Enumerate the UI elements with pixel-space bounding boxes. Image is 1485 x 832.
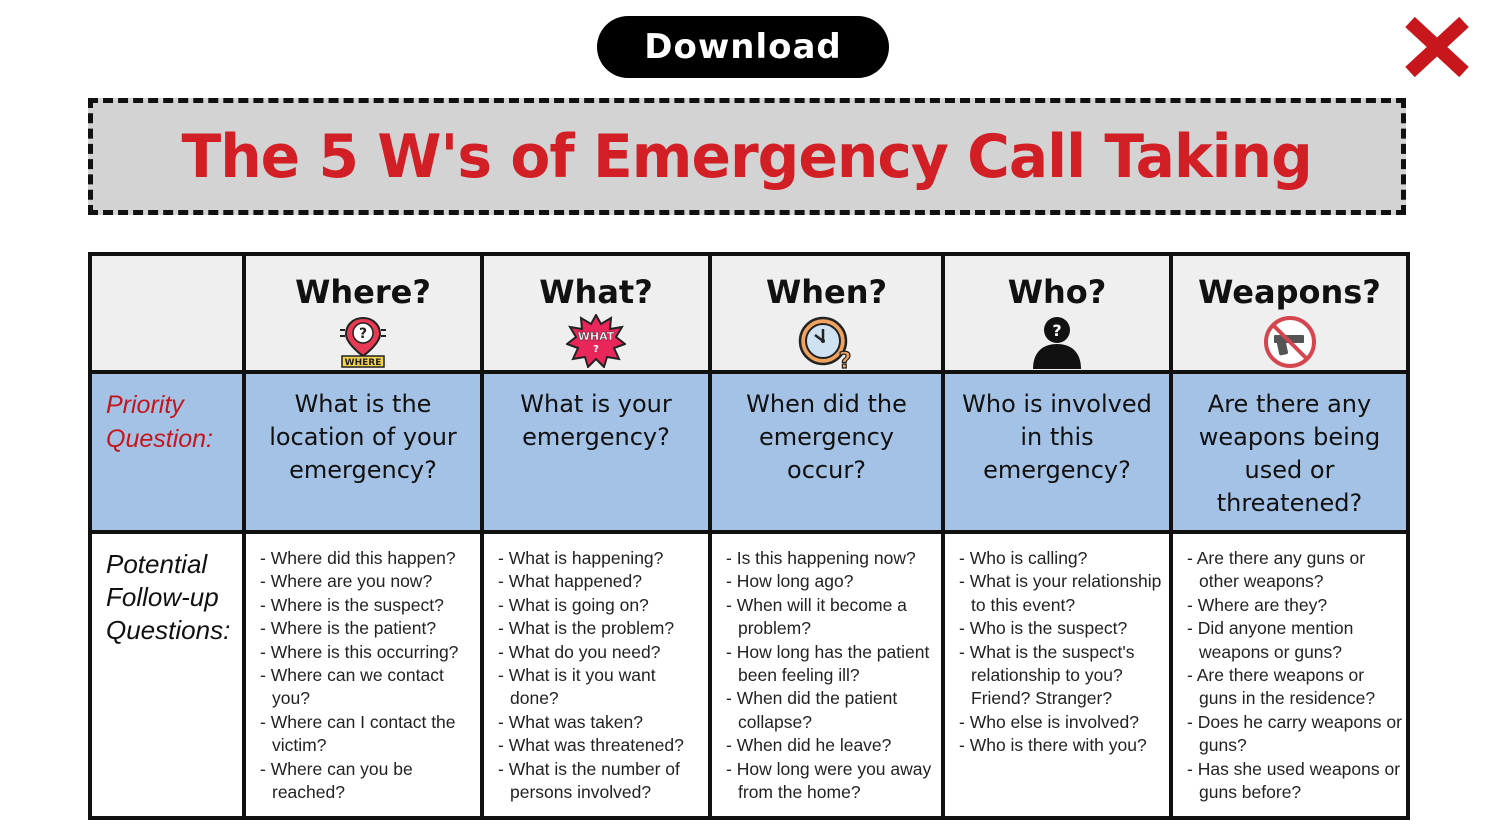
header-row xyxy=(90,254,1408,372)
followup-question: - What is happening? xyxy=(498,547,704,570)
priority-cell-when xyxy=(710,372,943,532)
svg-text:?: ? xyxy=(1052,321,1062,340)
followup-question: - When did the patient collapse? xyxy=(726,687,937,734)
followup-question: - How long has the patient been feeling ill? xyxy=(726,641,937,688)
clock-question-icon xyxy=(797,314,857,370)
priority-row-label: Priority Question: xyxy=(106,391,214,453)
followup-question: - Who is the suspect? xyxy=(959,617,1165,640)
followup-question: - Who else is involved? xyxy=(959,711,1165,734)
column-title: Where? xyxy=(295,273,431,311)
followup-cell-what xyxy=(482,532,710,818)
followup-question: - Who is calling? xyxy=(959,547,1165,570)
followup-list xyxy=(484,534,708,804)
column-header-who xyxy=(943,254,1171,372)
followup-list xyxy=(712,534,941,804)
followup-question: - Where are you now? xyxy=(260,570,476,593)
column-title: Weapons? xyxy=(1198,273,1381,311)
followup-question: - What was threatened? xyxy=(498,734,704,757)
svg-text:WHAT: WHAT xyxy=(577,330,615,343)
priority-row xyxy=(90,372,1408,532)
svg-text:?: ? xyxy=(838,349,851,370)
no-gun-icon xyxy=(1262,314,1318,370)
followup-question: - When will it become a problem? xyxy=(726,594,937,641)
svg-text:WHERE: WHERE xyxy=(344,358,382,368)
priority-question: What is your emergency? xyxy=(520,390,672,451)
followup-question: - Are there weapons or guns in the residence? xyxy=(1187,664,1402,711)
followup-question: - Where can you be reached? xyxy=(260,758,476,805)
followup-question: - What is it you want done? xyxy=(498,664,704,711)
followup-label-cell xyxy=(90,532,244,818)
person-question-icon xyxy=(1029,314,1085,370)
location-pin-question-icon xyxy=(338,314,388,368)
followup-question: - Has she used weapons or guns before? xyxy=(1187,758,1402,805)
followup-cell-who xyxy=(943,532,1171,818)
followup-row xyxy=(90,532,1408,818)
priority-question: Are there any weapons being used or threatened? xyxy=(1198,390,1381,517)
followup-question: - What happened? xyxy=(498,570,704,593)
followup-question: - Where are they? xyxy=(1187,594,1402,617)
followup-list xyxy=(246,534,480,804)
what-burst-icon xyxy=(566,314,626,368)
followup-question: - Where did this happen? xyxy=(260,547,476,570)
column-header-what xyxy=(482,254,710,372)
svg-text:?: ? xyxy=(358,326,368,342)
followup-cell-weapons xyxy=(1171,532,1408,818)
column-header-when xyxy=(710,254,943,372)
priority-cell-who xyxy=(943,372,1171,532)
followup-question: - Are there any guns or other weapons? xyxy=(1187,547,1402,594)
followup-question: - Is this happening now? xyxy=(726,547,937,570)
followup-question: - What is going on? xyxy=(498,594,704,617)
close-button[interactable] xyxy=(1404,16,1470,78)
followup-question: - What is your relationship to this event? xyxy=(959,570,1165,617)
followup-row-label: Potential Follow-up Questions: xyxy=(106,549,231,645)
followup-question: - Where can I contact the victim? xyxy=(260,711,476,758)
followup-question: - How long ago? xyxy=(726,570,937,593)
column-title: When? xyxy=(765,273,888,311)
followup-list xyxy=(1173,534,1406,804)
followup-question: - Where is this occurring? xyxy=(260,641,476,664)
priority-question: What is the location of your emergency? xyxy=(269,390,457,484)
download-button[interactable]: Download xyxy=(597,16,889,78)
followup-question: - How long were you away from the home? xyxy=(726,758,937,805)
followup-question: - What is the suspect's relationship to you? Friend? Stranger? xyxy=(959,641,1165,711)
column-title: What? xyxy=(539,273,653,311)
corner-cell xyxy=(90,254,244,372)
followup-question: - When did he leave? xyxy=(726,734,937,757)
followup-question: - What is the number of persons involved? xyxy=(498,758,704,805)
close-icon[interactable] xyxy=(1404,16,1470,78)
priority-label-cell xyxy=(90,372,244,532)
followup-question: - Who is there with you? xyxy=(959,734,1165,757)
priority-cell-weapons xyxy=(1171,372,1408,532)
priority-question: When did the emergency occur? xyxy=(746,390,907,484)
priority-question: Who is involved in this emergency? xyxy=(962,390,1152,484)
svg-text:?: ? xyxy=(593,344,599,355)
column-header-where xyxy=(244,254,482,372)
column-header-weapons xyxy=(1171,254,1408,372)
followup-question: - Does he carry weapons or guns? xyxy=(1187,711,1402,758)
followup-cell-where xyxy=(244,532,482,818)
followup-question: - Where can we contact you? xyxy=(260,664,476,711)
title-banner xyxy=(88,98,1406,215)
followup-question: - Did anyone mention weapons or guns? xyxy=(1187,617,1402,664)
column-title: Who? xyxy=(1007,273,1107,311)
five-ws-table xyxy=(88,252,1410,820)
followup-question: - What was taken? xyxy=(498,711,704,734)
followup-question: - Where is the patient? xyxy=(260,617,476,640)
followup-question: - What do you need? xyxy=(498,641,704,664)
priority-cell-what xyxy=(482,372,710,532)
followup-list xyxy=(945,534,1169,758)
followup-cell-when xyxy=(710,532,943,818)
page-title: The 5 W's of Emergency Call Taking xyxy=(181,121,1313,192)
followup-question: - What is the problem? xyxy=(498,617,704,640)
priority-cell-where xyxy=(244,372,482,532)
followup-question: - Where is the suspect? xyxy=(260,594,476,617)
